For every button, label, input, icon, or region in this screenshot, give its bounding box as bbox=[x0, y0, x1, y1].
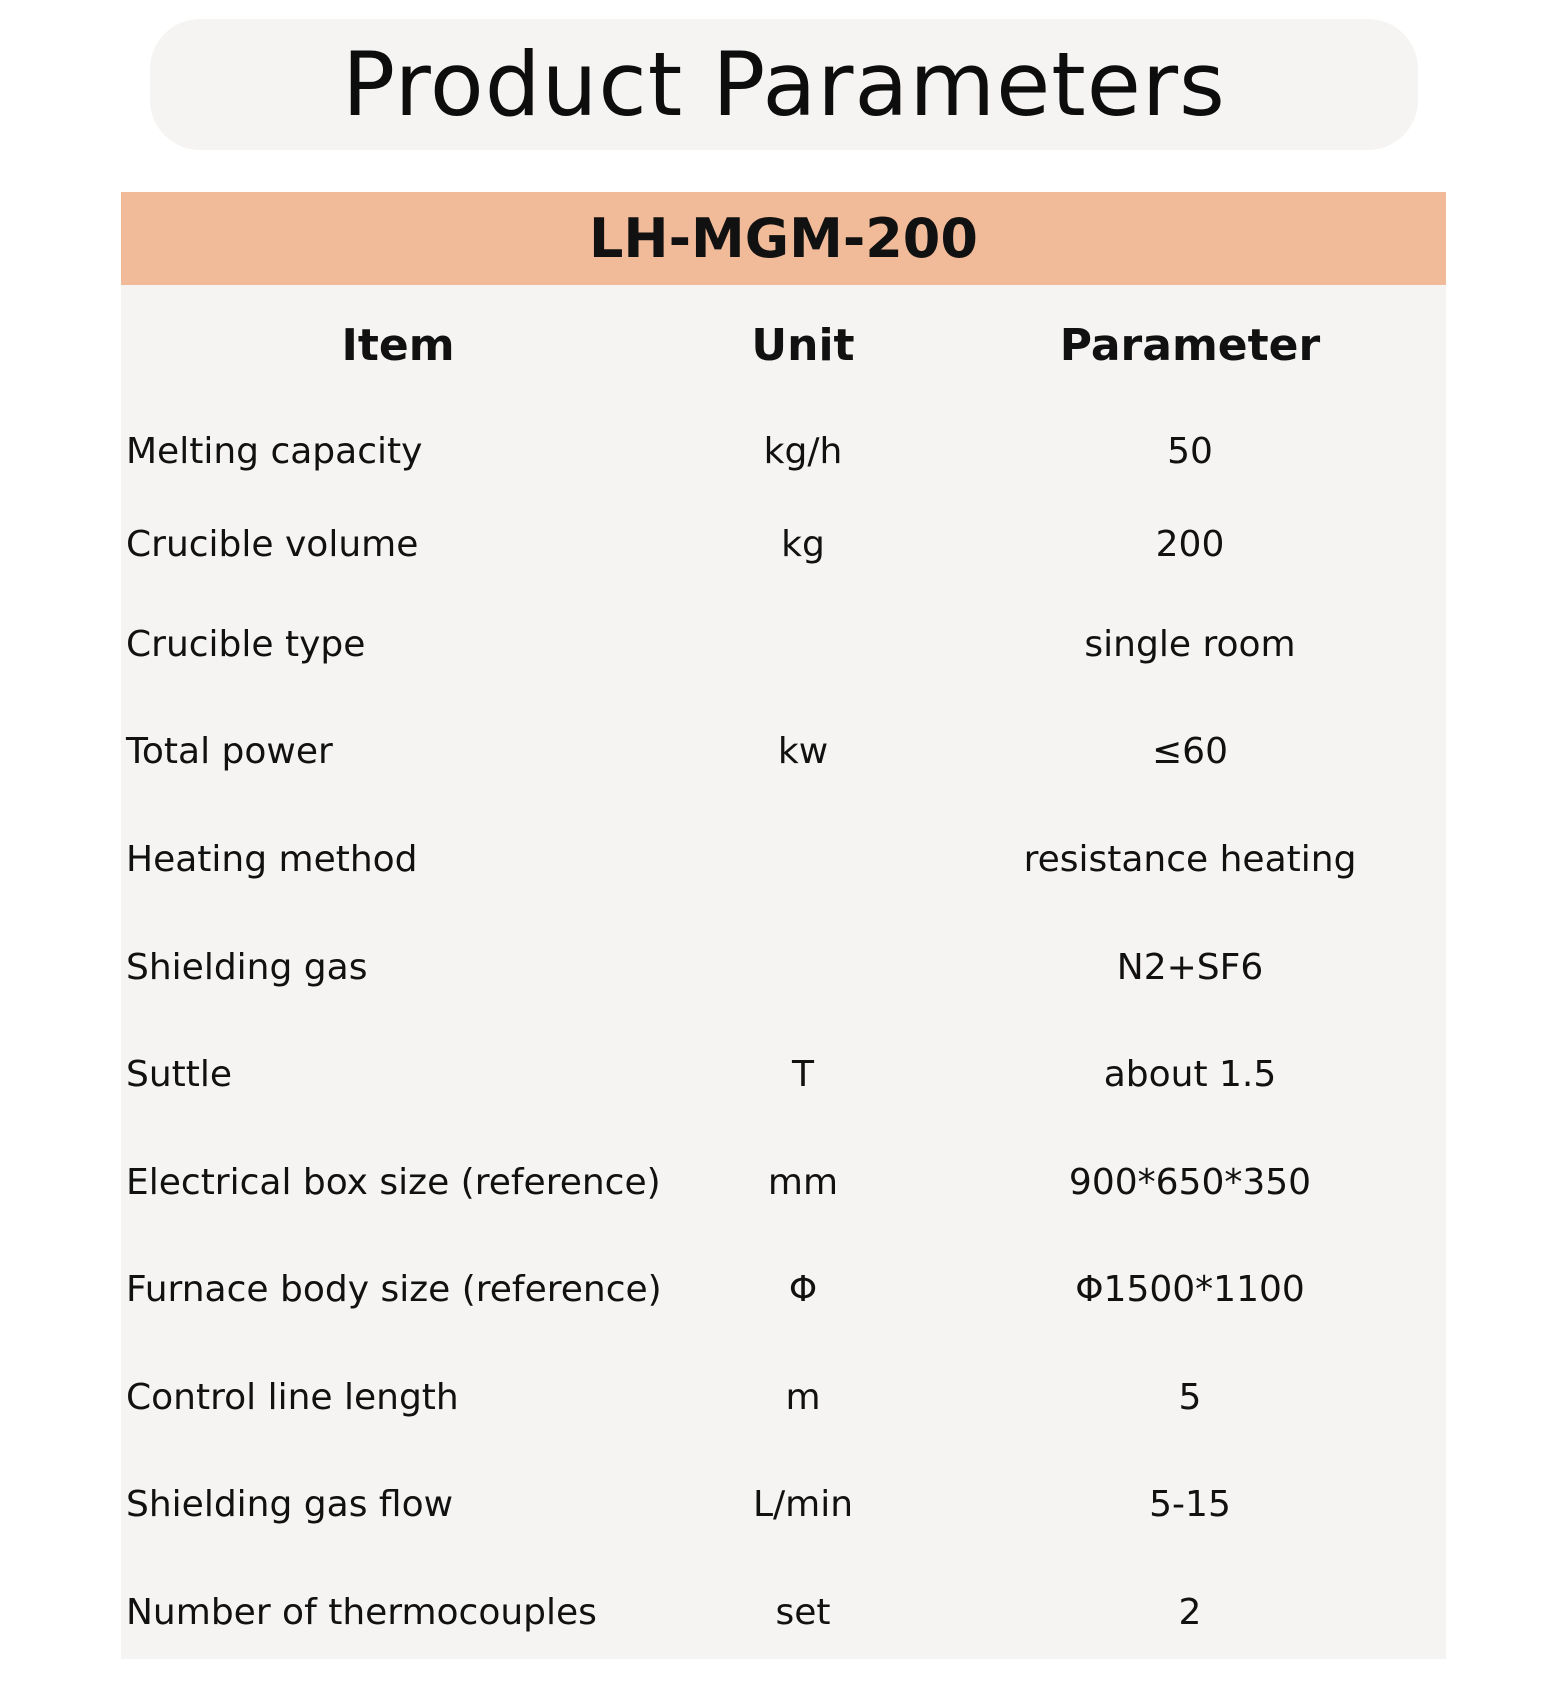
parameter-cell: 50 bbox=[1167, 431, 1213, 472]
item-cell: Shielding gas flow bbox=[126, 1484, 454, 1525]
parameter-cell: about 1.5 bbox=[1103, 1054, 1277, 1095]
unit-cell: mm bbox=[767, 1162, 839, 1203]
item-cell: Shielding gas bbox=[126, 947, 368, 988]
model-header-bar bbox=[121, 192, 1446, 285]
parameter-cell: Φ1500*1100 bbox=[1075, 1269, 1305, 1310]
unit-cell: L/min bbox=[752, 1484, 854, 1525]
item-cell: Total power bbox=[126, 731, 333, 772]
item-cell: Furnace body size (reference) bbox=[126, 1269, 662, 1310]
unit-cell: kw bbox=[777, 731, 829, 772]
model-name: LH-MGM-200 bbox=[589, 207, 978, 270]
item-cell: Suttle bbox=[126, 1054, 233, 1095]
parameter-cell: resistance heating bbox=[1023, 839, 1357, 880]
parameter-cell: 2 bbox=[1178, 1592, 1202, 1633]
item-cell: Heating method bbox=[126, 839, 418, 880]
item-cell: Melting capacity bbox=[126, 431, 423, 472]
item-cell: Crucible volume bbox=[126, 524, 419, 565]
page-title: Product Parameters bbox=[342, 32, 1226, 136]
parameter-cell: 5 bbox=[1178, 1377, 1202, 1418]
item-cell: Crucible type bbox=[126, 624, 366, 665]
parameter-cell: 900*650*350 bbox=[1068, 1162, 1312, 1203]
unit-cell: kg/h bbox=[763, 431, 843, 472]
unit-cell: kg bbox=[781, 524, 825, 565]
unit-cell: Φ bbox=[788, 1269, 818, 1310]
parameter-cell: single room bbox=[1084, 624, 1296, 665]
item-cell: Electrical box size (reference) bbox=[126, 1162, 661, 1203]
unit-cell: T bbox=[792, 1054, 814, 1095]
item-cell: Control line length bbox=[126, 1377, 459, 1418]
parameter-cell: N2+SF6 bbox=[1116, 947, 1264, 988]
title-banner bbox=[150, 19, 1418, 150]
parameter-cell: ≤60 bbox=[1152, 731, 1228, 772]
parameter-cell: 5-15 bbox=[1149, 1484, 1231, 1525]
unit-cell: set bbox=[775, 1592, 831, 1633]
item-cell: Number of thermocouples bbox=[126, 1592, 597, 1633]
parameter-cell: 200 bbox=[1155, 524, 1225, 565]
unit-cell: m bbox=[785, 1377, 821, 1418]
